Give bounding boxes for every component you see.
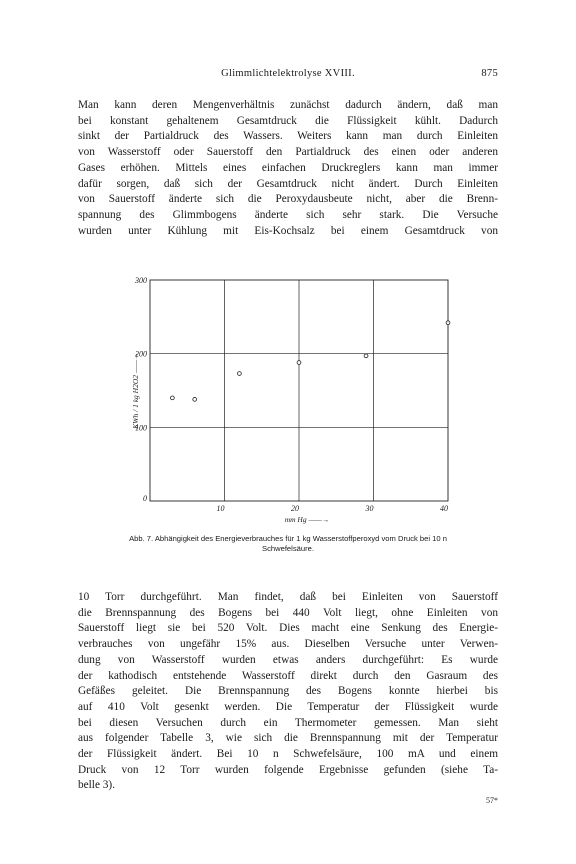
y-tick-label: 200 [135, 349, 147, 359]
data-point [170, 396, 174, 400]
text-line: die Brennspannung des Bogens bei 440 Volt liegt, ohne Einleiten von [78, 606, 498, 619]
caption-line-1: Abb. 7. Abhängigkeit des Energieverbrauches für 1 kg Wasserstoffperoxyd vom Druck bei 10 n [129, 534, 447, 543]
running-head [78, 68, 498, 86]
text-line: von Wasserstoff oder Sauerstoff den Partialdruck des einen oder anderen [78, 146, 498, 159]
text-line: verbrauches von ungefähr 15% aus. Dieselben Versuche unter Verwen- [78, 638, 498, 651]
running-title: Glimmlichtelektrolyse XVIII. [221, 68, 355, 79]
x-tick-label: 20 [291, 504, 299, 513]
paragraph-2 [78, 590, 498, 794]
y-tick-label: 300 [135, 276, 147, 285]
x-tick-label: 30 [365, 504, 374, 513]
text-line: spannung des Glimmbogens änderte sich sehr stark. Die Versuche [78, 208, 498, 221]
text-line: Gases erhöhen. Mittels eines einfachen Druckreglers kann man immer [78, 161, 498, 174]
text-line: wurden unter Kühlung mit Eis-Kochsalz bei einem Gesamtdruck von [78, 224, 498, 237]
data-point [446, 321, 450, 325]
x-tick-label: 10 [216, 504, 225, 513]
text-line: sinkt der Partialdruck des Wassers. Weiters kann man durch Einleiten [78, 130, 498, 143]
figure-caption [78, 534, 498, 554]
text-line: der kathodisch entstehende Wasserstoff direkt durch den Gasraum des [78, 669, 498, 682]
scatter-chart [78, 268, 498, 524]
data-point [297, 361, 301, 365]
text-line: 10 Torr durchgeführt. Man findet, daß bei Einleiten von Sauerstoff [78, 591, 498, 603]
text-line: Gefäßes geleitet. Die Brennspannung des Bogens konnte hierbei bis [78, 685, 498, 698]
text-line: bei diesen Versuchen durch ein Thermometer gemessen. Man sieht [78, 716, 498, 729]
text-line: dung von Wasserstoff wurden etwas anders durchgeführt: Es wurde [78, 653, 498, 666]
y-axis-label: KWh / 1 kg H2O2 ——→ [131, 352, 140, 429]
figure-7 [78, 268, 498, 524]
y-tick-label: 0 [143, 494, 147, 503]
text-line: von Sauerstoff änderte sich die Peroxydausbeute nicht, aber die Brenn- [78, 193, 498, 206]
data-point [364, 354, 368, 358]
paragraph-1 [78, 98, 498, 239]
y-tick-label: 100 [135, 423, 147, 433]
text-line: Druck von 12 Torr wurden folgende Ergebnisse gefunden (siehe Ta- [78, 763, 498, 776]
page [78, 68, 498, 805]
page-number: 875 [481, 68, 498, 79]
text-line: belle 3). [78, 779, 116, 792]
caption-line-2: Schwefelsäure. [262, 544, 314, 553]
x-tick-label: 40 [440, 504, 448, 513]
data-point [238, 372, 242, 376]
text-line: auf 410 Volt gesenkt werden. Die Temperatur der Flüssigkeit wurde [78, 700, 498, 713]
signature-mark: 57* [486, 796, 498, 805]
text-line: Sauerstoff liegt sie bei 520 Volt. Dies macht eine Senkung des Energie- [78, 622, 498, 635]
text-line: dafür sorgen, daß sich der Gesamtdruck nicht ändert. Durch Einleiten [78, 177, 498, 190]
text-line: der Flüssigkeit ändert. Bei 10 n Schwefelsäure, 100 mA und einem [78, 748, 498, 761]
x-axis-label: mm Hg ——→ [284, 515, 330, 524]
text-line: Man kann deren Mengenverhältnis zunächst dadurch ändern, daß man [78, 99, 498, 111]
text-line: aus folgender Tabelle 3, wie sich die Brennspannung mit der Temperatur [78, 732, 498, 745]
text-line: bei konstant gehaltenem Gesamtdruck die Flüssigkeit kühlt. Dadurch [78, 114, 498, 127]
data-point [193, 397, 197, 401]
